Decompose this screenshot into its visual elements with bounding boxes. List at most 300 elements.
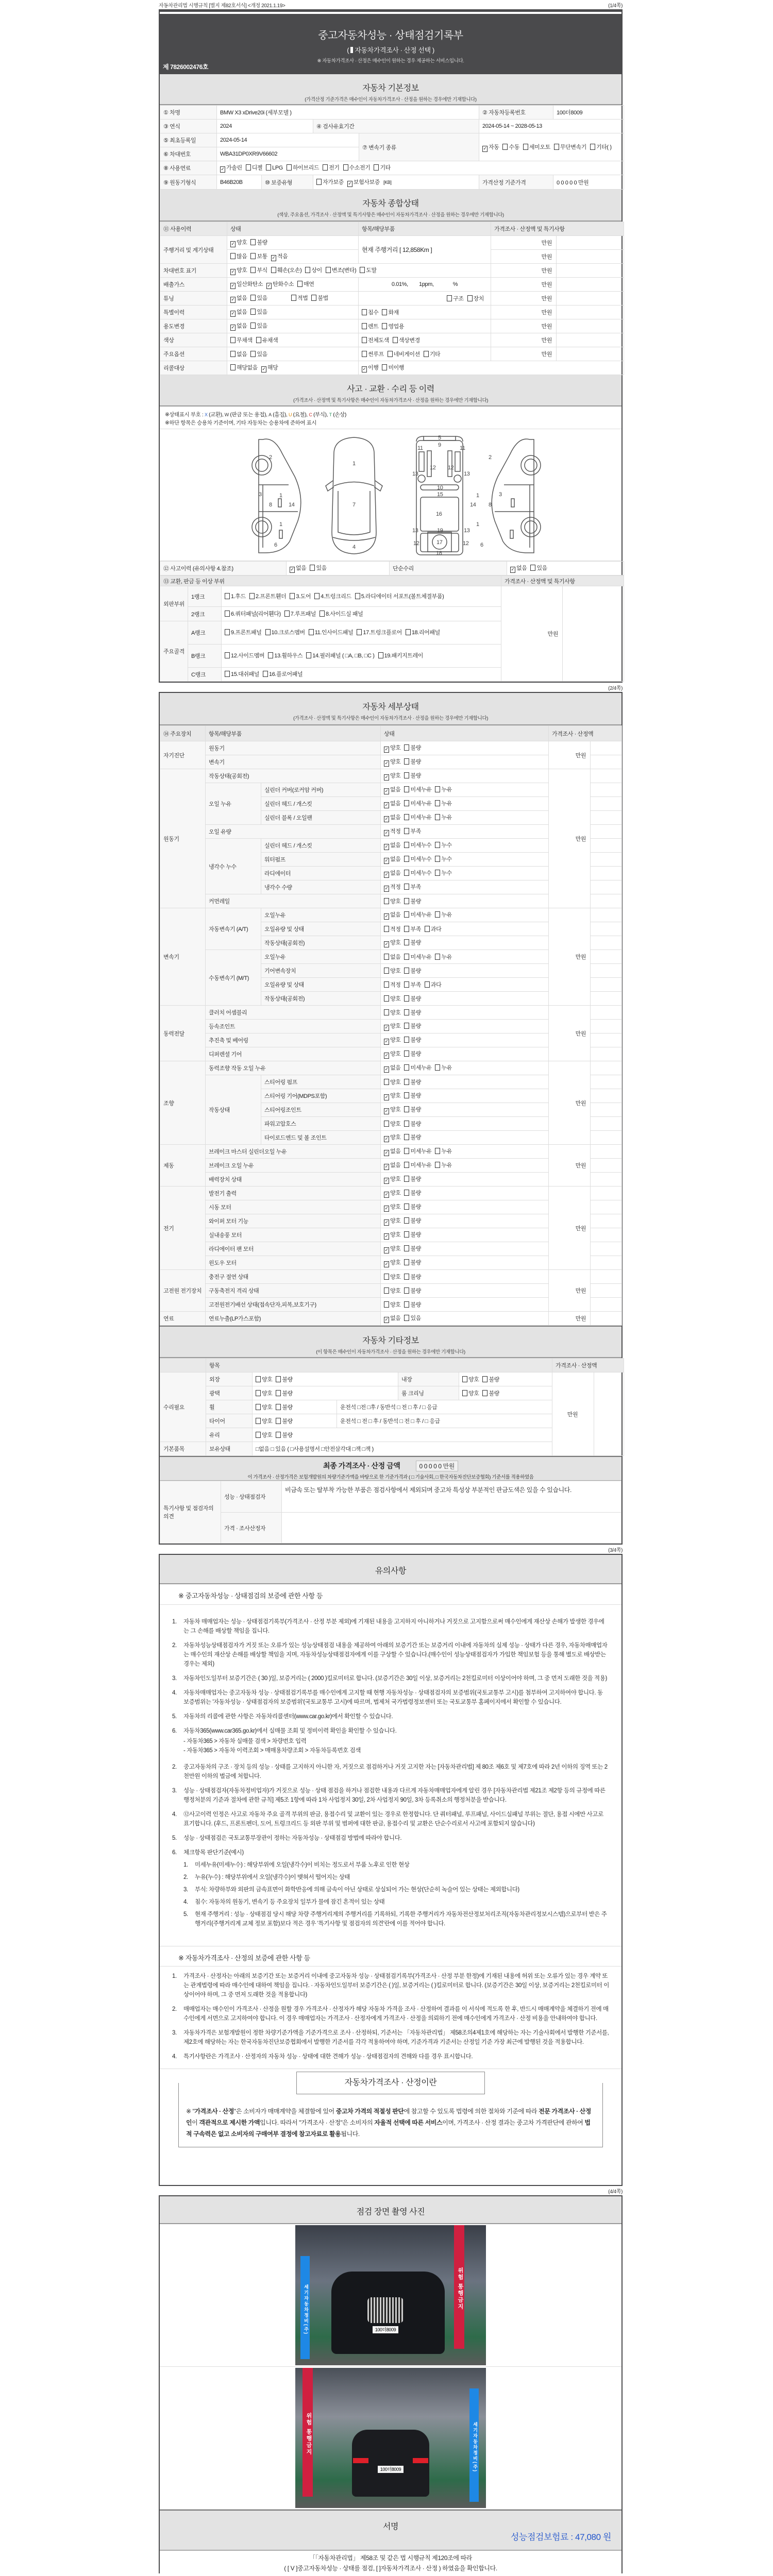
option-label: 양호 xyxy=(390,1051,401,1057)
first-reg-value: 2024-05-14 xyxy=(217,133,359,147)
checkbox-icon xyxy=(404,856,409,862)
item-number: 1. xyxy=(172,1973,177,1979)
appraisal-explanation-box xyxy=(178,2078,603,2147)
remark-cell xyxy=(591,741,622,755)
checkbox-icon xyxy=(404,995,409,1002)
checkbox-icon xyxy=(404,884,409,890)
checkbox-option xyxy=(406,630,440,636)
checkbox-icon xyxy=(388,351,393,357)
checkbox-option xyxy=(404,996,421,1002)
checkbox-option xyxy=(362,324,378,330)
checkbox-option xyxy=(230,323,247,329)
checkbox-icon xyxy=(435,786,440,792)
option-label: 없음 xyxy=(390,801,401,807)
option-label: 적음 xyxy=(277,253,288,260)
option-label: 자가보증 xyxy=(323,179,344,185)
checkbox-icon xyxy=(246,164,251,171)
diagram-labels xyxy=(259,435,502,556)
box-text xyxy=(186,2106,595,2140)
diagram-part-number: 12 xyxy=(430,465,436,471)
option-label: 부족 xyxy=(410,884,421,890)
checkbox-icon xyxy=(384,898,389,904)
option-label: 없음 xyxy=(390,870,401,876)
section-title: 자동차 기본정보 xyxy=(362,84,419,93)
checkbox-option xyxy=(404,828,421,835)
warranty-options xyxy=(316,179,383,185)
room-options xyxy=(459,1386,552,1400)
basic-info-table xyxy=(160,105,624,190)
option-label: 없음 xyxy=(516,565,527,571)
checkbox-icon xyxy=(384,995,389,1002)
remarks-table xyxy=(160,1481,621,1544)
label: ⑨ 원동기형식 xyxy=(160,175,217,190)
column-header: ⑬ 교환, 판금 등 이상 부위 xyxy=(160,576,501,586)
checkbox-option xyxy=(276,1404,292,1411)
checkbox-option xyxy=(250,309,267,315)
remark-cell xyxy=(557,347,624,361)
item-number: 4. xyxy=(172,1690,177,1696)
checkbox-option xyxy=(225,653,264,659)
option-label: 양호 xyxy=(390,899,401,905)
column-header: 가격조사 · 산정액 xyxy=(549,726,622,741)
general-status-header xyxy=(160,190,621,222)
wheel-position: 운전석 □전 □후 / 동반석 □ 전 □ 후 / □ 응급 xyxy=(337,1400,552,1414)
checkbox-option xyxy=(435,801,451,807)
checkbox-icon xyxy=(435,842,440,848)
item-label: 충전구 절연 상태 xyxy=(206,1270,381,1284)
insurance-fee: 성능점검보험료 : 47,080 원 xyxy=(510,2532,611,2542)
status-options xyxy=(381,1312,549,1326)
status-options xyxy=(381,1187,549,1200)
remark-cell xyxy=(591,1159,622,1173)
legend-line xyxy=(165,411,616,419)
item-label: 시동 모터 xyxy=(206,1200,381,1214)
item-label: 오일 유량 xyxy=(206,825,381,839)
diagram-part-number: 1 xyxy=(476,493,479,499)
page-number: (4/4쪽) xyxy=(608,2189,623,2195)
diagram-part-number: 17 xyxy=(436,539,443,546)
checkbox-icon xyxy=(425,981,430,988)
checkbox-icon xyxy=(276,1390,281,1396)
checkbox-option xyxy=(435,1162,451,1168)
mileage-value: 현재 주행거리 [ 12,858Km ] xyxy=(359,236,491,264)
checkbox-icon xyxy=(297,281,303,287)
checkbox-icon xyxy=(290,593,295,599)
checkbox-option xyxy=(362,351,384,358)
checkbox-option xyxy=(404,870,431,876)
option-label: 6.쿼터패널(리어휀다) xyxy=(231,611,281,617)
status-options xyxy=(227,333,359,347)
checkbox-option xyxy=(384,1148,400,1155)
status-options xyxy=(381,1020,549,1033)
basic-info-header xyxy=(160,74,621,105)
remark-cell xyxy=(591,1298,622,1312)
category-label: 원동기 xyxy=(160,769,206,908)
item-text: 현재 주행거리 : 성능 · 상태점검 당시 해당 차량 주행거리계의 주행거리를 기록하되, 기록한 주행거리가 자동차전산정보처리조직(자동차관리정보시스템)으로부터 받은 주행거리(주행거리계 교체 정보 포함)보다 적은 경우 '특기사항 및 점검자의 의견'란에 이를 적어야 합니다. xyxy=(195,1911,607,1927)
group-label: 주요골격 xyxy=(160,621,188,682)
diagram-part-number: 11 xyxy=(460,445,465,451)
step: - 자동차365 > 자동차 실매물 검색 > 차량번호 입력 xyxy=(183,1738,307,1744)
option-label: 1.후드 xyxy=(231,593,246,600)
item-label: 디퍼렌셜 기어 xyxy=(206,1047,381,1061)
checkbox-icon xyxy=(256,1390,261,1396)
option-label: 없음 xyxy=(296,565,307,571)
checkbox-icon xyxy=(382,364,387,370)
checkbox-option xyxy=(256,1432,272,1438)
option-label: 18.리어패널 xyxy=(411,630,440,636)
item-label: 실린더 블록 / 오일팬 xyxy=(261,811,381,825)
checkbox-icon xyxy=(250,239,256,245)
checkbox-icon xyxy=(326,267,331,273)
checkbox-option xyxy=(404,912,431,918)
option-label: 15.대쉬패널 xyxy=(231,671,259,677)
checkbox-option xyxy=(435,1065,451,1071)
checkbox-option xyxy=(271,253,288,260)
checkbox-icon xyxy=(404,911,409,918)
checkbox-option xyxy=(404,1204,421,1210)
status-options xyxy=(230,294,291,303)
price-unit: 만원 xyxy=(552,1372,594,1456)
checkbox-icon xyxy=(284,611,290,617)
diagram-part-number: 13 xyxy=(464,471,470,477)
option-label: 불량 xyxy=(410,1260,421,1266)
row-car-name xyxy=(160,106,624,120)
checkbox-option xyxy=(382,365,404,371)
checkbox-option xyxy=(404,787,431,793)
option-label: 양호 xyxy=(390,1302,401,1308)
option-label: 불량 xyxy=(489,1377,499,1383)
checkbox-option xyxy=(284,611,316,617)
checkbox-option xyxy=(404,856,431,862)
checked-box-icon: ✓ xyxy=(384,1261,389,1266)
option-label: 13.휠하우스 xyxy=(274,653,303,659)
checkbox-option xyxy=(220,165,242,171)
checked-box-icon: ✓ xyxy=(384,1039,389,1044)
checkbox-option xyxy=(384,982,400,988)
option-label: 불량 xyxy=(410,940,421,946)
list-item xyxy=(183,1897,609,1907)
checkbox-option xyxy=(435,842,451,849)
checkbox-icon xyxy=(250,267,256,273)
transmission-options xyxy=(479,133,624,161)
checkbox-icon xyxy=(406,629,411,635)
checkbox-icon xyxy=(311,295,316,301)
option-label: 불량 xyxy=(410,1093,421,1099)
item-text: 자동차가격은 보험개발원이 정한 차량기준가액을 기준가격으로 조사 · 산정하되, 기준서는 「자동차관리법」 제58조의4제1호에 해당하는 자는 기술사회에서 발행한 기준서를, 제2호에 해당하는 자는 한국자동차진단보증협회에서 발행한 기준서를 각각 적용하여야 하며, 기준가격과 기준서는 산정일 기준 가장 최근에 발행된 것을 적용합니다. xyxy=(183,2030,609,2045)
item-label: 라디에이터 xyxy=(261,867,381,880)
checkbox-option xyxy=(250,351,267,358)
item-label: 작동상태(공회전) xyxy=(261,992,381,1006)
page-number: (1/4쪽) xyxy=(608,3,623,9)
checkbox-option xyxy=(384,773,400,779)
list-item xyxy=(183,1873,609,1882)
box-text-part: 에 참고할 수 있도록 법령에 의한 절차와 기준에 따라 xyxy=(404,2108,539,2115)
diagram-part-number: 6 xyxy=(274,542,277,548)
item-options xyxy=(359,333,491,347)
checkbox-option xyxy=(435,856,451,862)
column-header: 가격조사 · 산정액 및 특기사항 xyxy=(501,576,624,586)
checked-box-icon: ✓ xyxy=(231,269,235,274)
checkbox-icon xyxy=(249,593,255,599)
checkbox-option xyxy=(249,594,287,600)
remark-cell xyxy=(591,1061,622,1075)
checkbox-icon xyxy=(374,164,379,171)
checked-box-icon: ✓ xyxy=(384,1053,389,1058)
checkbox-icon xyxy=(306,652,311,658)
legend-text: (손상) xyxy=(331,412,346,418)
option-label: 없음 xyxy=(390,1065,401,1071)
list-item xyxy=(183,1885,609,1894)
option-label: 미세누수 xyxy=(410,856,432,862)
item-label: 원동기 xyxy=(206,741,381,755)
option-label: 네비게이션 xyxy=(393,351,420,358)
item-text: 자동차인도일부터 보증기간은 ( 30 )일, 보증거리는 ( 2000 )킬로미터로 합니다. (보증기간은 30일 이상, 보증거리는 2천킬로미터 이상이어야 하며, 그 중 먼저 도래한 것을 적용) xyxy=(183,1675,607,1682)
box-text-part: 이 xyxy=(192,2119,199,2126)
status-options xyxy=(381,811,549,825)
box-text-part: 입니다. 따라서 "가격조사 · 산정"은 소비자의 xyxy=(260,2119,375,2126)
checkbox-option xyxy=(225,630,262,636)
box-text-part: "은 소비자가 매매계약을 체결함에 있어 xyxy=(234,2108,336,2115)
item-label: 실린더 커버(로커암 커버) xyxy=(261,783,381,797)
option-label: 양호 xyxy=(390,1023,401,1029)
box-text-part: ※ " xyxy=(186,2108,195,2115)
remark-cell xyxy=(591,992,622,1006)
checkbox-option xyxy=(404,1037,421,1043)
inspector-opinion: 비금속 또는 탈부착 가능한 부품은 점검사항에서 제외되며 중고차 특성상 부분적인 판금도색은 있을 수 있습니다. xyxy=(282,1481,621,1513)
item-number: 2. xyxy=(172,1642,177,1649)
checkbox-icon xyxy=(256,1404,261,1410)
checkbox-option xyxy=(384,1010,400,1016)
row-recall xyxy=(160,361,624,375)
option-label: 9.프론트패널 xyxy=(231,630,262,636)
option-label: 수소전기 xyxy=(349,165,371,171)
checkbox-option xyxy=(347,179,380,185)
row-mileage xyxy=(160,236,624,250)
confirmation-line: ( [ V ]중고자동차성능 · 상태를 점검, [ ]자동차가격조사 · 산정 ) 하였음을 확인합니다. xyxy=(284,2565,497,2572)
option-label: 불량 xyxy=(410,1121,421,1127)
checkbox-option xyxy=(271,267,301,274)
option-label: 양호 xyxy=(262,1404,273,1411)
tire-options xyxy=(253,1414,337,1428)
status-options xyxy=(381,1228,549,1242)
checkbox-icon xyxy=(265,629,271,635)
row-fuel xyxy=(160,161,624,175)
item-label: 파워고압호스 xyxy=(261,1117,381,1131)
checkbox-option xyxy=(256,1391,272,1397)
signature-title: 서명 xyxy=(382,2522,399,2531)
option-label: 불량 xyxy=(410,1010,421,1016)
box-text-part: 됩니다. xyxy=(341,2130,360,2138)
label: ⑫ 사고이력 (유의사항 4.참조) xyxy=(160,562,287,575)
checkbox-icon xyxy=(320,611,325,617)
price-unit: 만원 xyxy=(549,1187,591,1270)
checkbox-option xyxy=(384,815,400,821)
checked-box-icon: ✓ xyxy=(384,872,389,877)
detail-row xyxy=(160,1145,622,1159)
checkbox-icon xyxy=(384,1287,389,1294)
checkbox-option xyxy=(290,565,306,571)
checked-box-icon: ✓ xyxy=(384,1164,389,1169)
row-special-history xyxy=(160,306,624,319)
category-label: 조향 xyxy=(160,1061,206,1145)
item-label: 클러치 어셈블리 xyxy=(206,1006,381,1020)
option-label: 적정 xyxy=(390,884,401,890)
checkbox-icon xyxy=(404,1231,409,1238)
item-number: 2. xyxy=(183,1874,188,1880)
option-label: 양호 xyxy=(468,1377,479,1383)
item-text: 매매업자는 매수인이 가격조사 · 산정을 원할 경우 가격조사 · 산정자가 해당 자동차 가격을 조사 · 산정하여 결과를 이 서식에 적도록 한 후, 반드시 매매계약을 체결하기 전에 매수인에게 서면으로 고지하여야 합니다. 이 경우 매매업자는 가격조사 · 산정자에게 가격조사 · 산정을 의뢰하기 전에 매수인에게 가격조사 · 산정 비용을 안내하여야 합니다. xyxy=(183,2006,609,2022)
status-options xyxy=(381,1047,549,1061)
gloss-options xyxy=(253,1386,398,1400)
label: 휠 xyxy=(206,1400,253,1414)
label: ⑦ 변속기 종류 xyxy=(359,133,479,161)
box-title: 자동차가격조사 · 산정이란 xyxy=(296,2072,485,2094)
option-label: 불량 xyxy=(282,1391,293,1397)
option-label: 불량 xyxy=(410,1023,421,1029)
list-item xyxy=(172,2028,609,2047)
diagram-part-number: 3 xyxy=(499,492,502,498)
legend-symbol: A xyxy=(268,412,272,417)
detail-row xyxy=(160,741,622,755)
emphasis-text: 자율적 선택에 따른 서비스 xyxy=(374,2119,443,2126)
selection-line: ( 자동차가격조사 · 산정 선택 ) xyxy=(347,46,434,54)
remark-cell xyxy=(591,880,622,894)
detail-row xyxy=(160,1187,622,1200)
engine-value: B46B20B xyxy=(217,175,262,190)
inspection-photo-front xyxy=(295,2225,486,2365)
diagram-part-number: 1 xyxy=(476,521,479,528)
status-options xyxy=(227,306,359,319)
checkbox-option xyxy=(510,565,527,571)
option-label: 양호 xyxy=(390,1107,401,1113)
remark-cell xyxy=(557,250,624,264)
diagram-part-number: 7 xyxy=(352,502,356,508)
checkbox-icon xyxy=(404,1064,409,1071)
column-header: 항목/해당부품 xyxy=(359,222,491,236)
checkbox-option xyxy=(256,337,278,344)
checkbox-icon xyxy=(230,351,236,357)
checked-box-icon: ✓ xyxy=(221,166,225,172)
item-text: 성능 · 상태점검자(자동차정비업자)가 거짓으로 성능 · 상태 점검을 하거나 점검한 내용과 다르게 자동차매매업자에게 알린 경우 [자동차관리법 제21조 제2항 등의 규정에 따른 행정처분의 기준과 절차에 관한 규칙] 제5조 1항에 따라 1차 사업정지 30일, 2차 사업정지 90일, 3차 등록취소의 행정처분을 받습니다. xyxy=(183,1788,606,1803)
checkbox-option xyxy=(374,165,390,171)
checked-box-icon: ✓ xyxy=(384,913,389,919)
diagram-part-number: 13 xyxy=(412,528,418,534)
checkbox-icon xyxy=(305,267,310,273)
checked-box-icon: ✓ xyxy=(231,325,235,330)
emphasis-text: 객관적으로 제시한 가액 xyxy=(199,2119,260,2126)
checkbox-option xyxy=(261,365,278,371)
detail-row xyxy=(160,1006,622,1020)
checkbox-option xyxy=(287,165,319,171)
checkbox-icon xyxy=(384,954,389,960)
item-text: 가격조사 · 산정자는 아래의 보증기간 또는 보증거리 이내에 중고자동차 성능 · 상태점검기록부(가격조사 · 산정 부분 한정)에 기재된 내용에 허위 또는 오류가 있는 경우 계약 또는 관계법령에 따라 매수인에 대하여 책임을 집니다. · 자동차인도일부터 보증기간은 ( )일, 보증거리는 ( )킬로미터로 합니다. (보증기간은 30일 이상, 보증거리는 2천킬로미터 이상이어야 하며, 그 중 먼저 도래한 것을 적용합니다) xyxy=(183,1973,609,1998)
diagram-part-number: 16 xyxy=(436,511,442,517)
status-options xyxy=(381,1173,549,1187)
checkbox-icon xyxy=(404,786,409,792)
diagram-part-number: 19 xyxy=(437,528,443,534)
section-note: (가격산정 기준가격은 매수인이 자동차가격조사 · 산정을 원하는 경우에만 기재합니다) xyxy=(305,97,477,103)
checked-box-icon: ✓ xyxy=(231,241,235,246)
checkbox-option xyxy=(225,594,246,600)
checkbox-option xyxy=(435,912,451,918)
group-label: 외판부위 xyxy=(160,586,188,621)
checked-box-icon: ✓ xyxy=(267,283,271,288)
row-tuning xyxy=(160,292,624,306)
column-header: 상태 xyxy=(227,222,359,236)
checkbox-icon xyxy=(360,267,365,273)
option-label: 적정 xyxy=(390,982,401,988)
checkbox-option xyxy=(404,899,421,905)
status-options xyxy=(381,922,549,936)
option-label: 없음 xyxy=(390,1148,401,1155)
price-unit: 만원 xyxy=(549,769,591,908)
detail-row xyxy=(160,1061,622,1075)
checked-box-icon: ✓ xyxy=(384,774,389,779)
checkbox-option xyxy=(467,296,484,302)
option-label: 누유 xyxy=(441,1065,452,1071)
checkbox-icon xyxy=(482,1376,488,1382)
rank-label: B랭크 xyxy=(188,645,222,668)
option-label: 해당없음 xyxy=(237,365,258,371)
column-header-blank xyxy=(160,1359,206,1372)
section-note: (가격조사 · 산정액 및 특기사항은 매수인이 자동차가격조사 · 산정을 원하는 경우에만 기재합니다) xyxy=(293,716,488,721)
item-text: 체크항목 판단기준(예시) xyxy=(183,1850,244,1856)
status-options xyxy=(381,950,549,964)
checked-box-icon: ✓ xyxy=(384,1178,389,1183)
label: 리콜대상 xyxy=(160,361,227,375)
remark-cell xyxy=(591,1242,622,1256)
option-label: 불량 xyxy=(410,1302,421,1308)
checkbox-option xyxy=(435,954,451,960)
detail-status-table xyxy=(160,725,622,1326)
remark-cell xyxy=(591,1228,622,1242)
diagram-part-number: 12 xyxy=(413,540,419,547)
checkbox-option xyxy=(404,1148,431,1155)
sub-category-label: 자동변속기 (A/T) xyxy=(206,908,261,950)
option-label: 양호 xyxy=(390,1246,401,1252)
checkbox-icon xyxy=(435,1148,440,1154)
item-label: 스티어링조인트 xyxy=(261,1103,381,1117)
label: ⑥ 차대번호 xyxy=(160,147,217,161)
checked-box-icon: ✓ xyxy=(384,760,389,766)
checkbox-icon xyxy=(435,911,440,918)
status-options xyxy=(381,1256,549,1270)
row-usage-change xyxy=(160,319,624,333)
remark-cell xyxy=(591,922,622,936)
emphasis-text: 중고차 가격의 적절성 판단 xyxy=(335,2108,404,2115)
checkbox-option xyxy=(384,1260,400,1266)
list-item xyxy=(172,2005,609,2023)
option-label: 불량 xyxy=(410,1079,421,1086)
checkbox-icon xyxy=(309,629,314,635)
checkbox-option xyxy=(384,1302,400,1308)
item-number: 4. xyxy=(183,1899,188,1905)
price-unit: 만원 xyxy=(491,264,557,278)
checkbox-icon xyxy=(435,954,440,960)
checkbox-icon xyxy=(523,144,528,150)
section-note: (색상, 주요옵션, 가격조사 · 산정액 및 특기사항은 매수인이 자동차가격조사 · 산정을 원하는 경우에만 기재합니다) xyxy=(277,212,504,218)
checkbox-icon xyxy=(404,758,409,765)
checkbox-option xyxy=(230,281,263,287)
row-year xyxy=(160,120,624,133)
option-label: 없음 xyxy=(390,912,401,918)
remark-cell xyxy=(591,1284,622,1298)
item-number: 5. xyxy=(172,1714,177,1720)
checked-box-icon: ✓ xyxy=(384,1233,389,1239)
option-label: 불량 xyxy=(410,759,421,765)
status-options xyxy=(381,1006,549,1020)
checkbox-option xyxy=(384,1315,400,1321)
